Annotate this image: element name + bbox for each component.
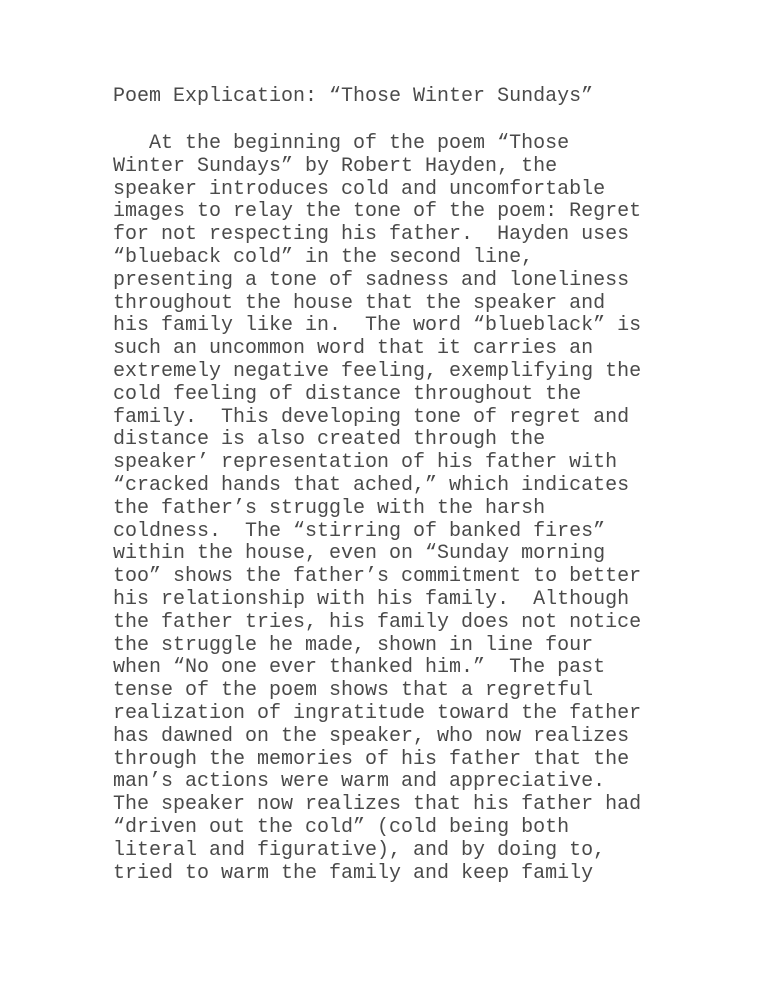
paragraph-line: speaker’ representation of his father with <box>113 451 618 475</box>
paragraph-line: when “No one ever thanked him.” The past <box>113 656 606 680</box>
paragraph-line: man’s actions were warm and appreciative. <box>113 770 606 794</box>
document-paragraph <box>113 133 641 885</box>
paragraph-line: presenting a tone of sadness and loneliness <box>113 268 630 292</box>
paragraph-line: too” shows the father’s commitment to better <box>113 565 642 589</box>
paragraph-line: for not respecting his father. Hayden uses <box>113 223 630 247</box>
document-title: Poem Explication: “Those Winter Sundays” <box>113 85 594 108</box>
paragraph-line: his relationship with his family. Although <box>113 587 630 611</box>
paragraph-line: through the memories of his father that the <box>113 747 630 771</box>
paragraph-line: The speaker now realizes that his father had <box>113 793 642 817</box>
paragraph-line: distance is also created through the <box>113 428 546 452</box>
paragraph-line: his family like in. The word “blueblack” is <box>113 314 642 338</box>
paragraph-line: At the beginning of the poem “Those <box>113 132 570 155</box>
paragraph-line: “blueback cold” in the second line, <box>113 245 534 269</box>
paragraph-line: the father tries, his family does not notice <box>113 610 642 634</box>
paragraph-line: the struggle he made, shown in line four <box>113 633 594 657</box>
paragraph-line: family. This developing tone of regret and <box>113 405 630 429</box>
paragraph-line: within the house, even on “Sunday morning <box>113 542 606 566</box>
paragraph-line: literal and figurative), and by doing to, <box>113 838 606 862</box>
paragraph-line: speaker introduces cold and uncomfortable <box>113 177 606 201</box>
paragraph-line: has dawned on the speaker, who now realizes <box>113 724 630 748</box>
paragraph-line: coldness. The “stirring of banked fires” <box>113 519 606 543</box>
paragraph-line: “cracked hands that ached,” which indicates <box>113 473 630 497</box>
paragraph-line: extremely negative feeling, exemplifying the <box>113 359 642 383</box>
paragraph-line: cold feeling of distance throughout the <box>113 382 582 406</box>
paragraph-line: realization of ingratitude toward the father <box>113 701 642 725</box>
paragraph-line: “driven out the cold” (cold being both <box>113 815 570 839</box>
paragraph-line: such an uncommon word that it carries an <box>113 337 594 361</box>
paragraph-line: images to relay the tone of the poem: Regret <box>113 200 642 224</box>
paragraph-line: Winter Sundays” by Robert Hayden, the <box>113 154 558 178</box>
paragraph-line: tense of the poem shows that a regretful <box>113 679 594 703</box>
paragraph-line: tried to warm the family and keep family <box>113 861 594 885</box>
paragraph-line: the father’s struggle with the harsh <box>113 496 546 520</box>
paragraph-line: throughout the house that the speaker and <box>113 291 606 315</box>
